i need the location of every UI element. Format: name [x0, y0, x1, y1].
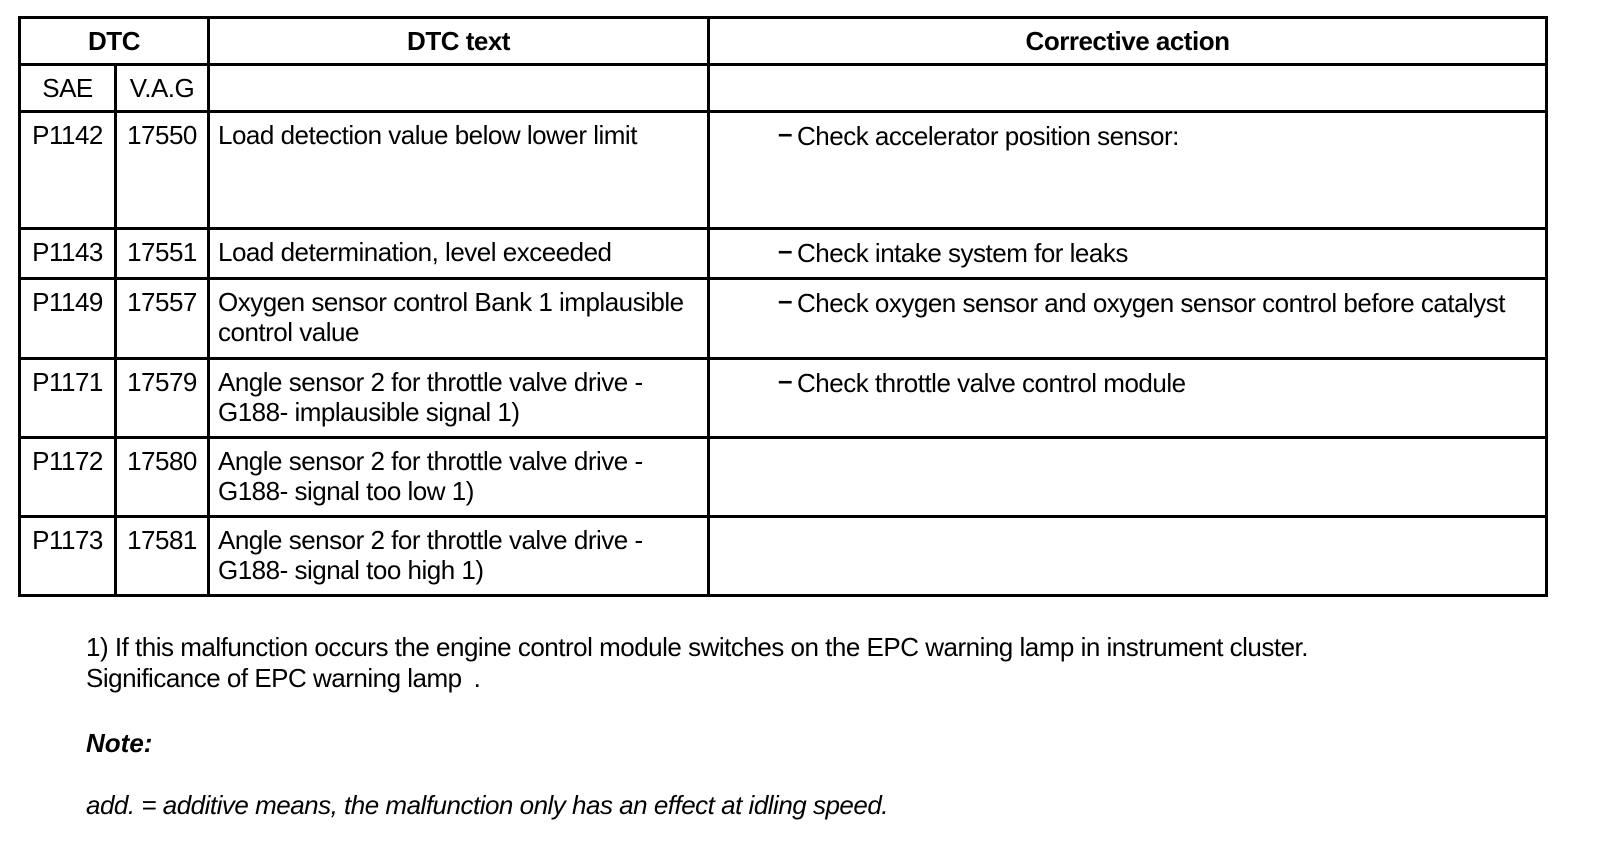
- dtc-text: Load determination, level exceeded: [209, 229, 709, 279]
- sae-code: P1143: [20, 229, 116, 279]
- vag-code: 17551: [116, 229, 209, 279]
- table-row: [20, 112, 1547, 229]
- subheader-vag: V.A.G: [116, 65, 209, 112]
- sae-code: P1173: [20, 517, 116, 596]
- action-text: Check oxygen sensor and oxygen sensor control before catalyst: [797, 288, 1506, 318]
- corrective-action: [709, 359, 1547, 438]
- subheader-sae: SAE: [20, 65, 116, 112]
- sae-code: P1171: [20, 359, 116, 438]
- table-row: [20, 438, 1547, 517]
- corrective-action: [709, 112, 1547, 229]
- subheader-empty-text: [209, 65, 709, 112]
- vag-code: 17550: [116, 112, 209, 229]
- dtc-table: [18, 16, 1548, 597]
- dtc-text: Angle sensor 2 for throttle valve drive - G188- signal too low 1): [209, 438, 709, 517]
- dash-marker: –: [778, 235, 792, 265]
- dtc-text: Angle sensor 2 for throttle valve drive - G188- signal too high 1): [209, 517, 709, 596]
- footnote: [86, 632, 1566, 694]
- dtc-text: Angle sensor 2 for throttle valve drive - G188- implausible signal 1): [209, 359, 709, 438]
- action-text: Check accelerator position sensor:: [797, 121, 1179, 151]
- corrective-action: [709, 229, 1547, 279]
- note-label: Note:: [86, 728, 153, 758]
- table-subheader-row: [20, 65, 1547, 112]
- subheader-empty-action: [709, 65, 1547, 112]
- footnote-period: .: [473, 663, 481, 693]
- footnote-line-2: [86, 663, 1566, 694]
- vag-code: 17557: [116, 279, 209, 359]
- table-row: [20, 517, 1547, 596]
- action-bullet: [778, 118, 1545, 151]
- dtc-text: Oxygen sensor control Bank 1 implausible control value: [209, 279, 709, 359]
- sae-code: P1142: [20, 112, 116, 229]
- header-dtc-text: DTC text: [209, 18, 709, 65]
- epc-lamp-reference-text: Significance of EPC warning lamp: [86, 663, 462, 693]
- header-corrective-action: Corrective action: [709, 18, 1547, 65]
- vag-code: 17581: [116, 517, 209, 596]
- sae-code: P1172: [20, 438, 116, 517]
- dtc-text: Load detection value below lower limit: [209, 112, 709, 229]
- table-header-row: [20, 18, 1547, 65]
- header-dtc: DTC: [20, 18, 209, 65]
- dash-marker: –: [778, 365, 792, 395]
- footnote-line-1: 1) If this malfunction occurs the engine control module switches on the EPC warning lamp in instrument cluster.: [86, 632, 1309, 662]
- note-text: add. = additive means, the malfunction only has an effect at idling speed.: [86, 790, 889, 820]
- corrective-action: [709, 438, 1547, 517]
- action-bullet: [778, 235, 1545, 268]
- action-text: Check intake system for leaks: [797, 238, 1128, 268]
- vag-code: 17580: [116, 438, 209, 517]
- table-row: [20, 279, 1547, 359]
- action-bullet: [778, 365, 1545, 398]
- action-text: Check throttle valve control module: [797, 368, 1186, 398]
- table-row: [20, 359, 1547, 438]
- corrective-action: [709, 279, 1547, 359]
- dash-marker: –: [778, 118, 792, 148]
- vag-code: 17579: [116, 359, 209, 438]
- action-bullet: [778, 285, 1545, 318]
- dash-marker: –: [778, 285, 792, 315]
- table-row: [20, 229, 1547, 279]
- corrective-action: [709, 517, 1547, 596]
- sae-code: P1149: [20, 279, 116, 359]
